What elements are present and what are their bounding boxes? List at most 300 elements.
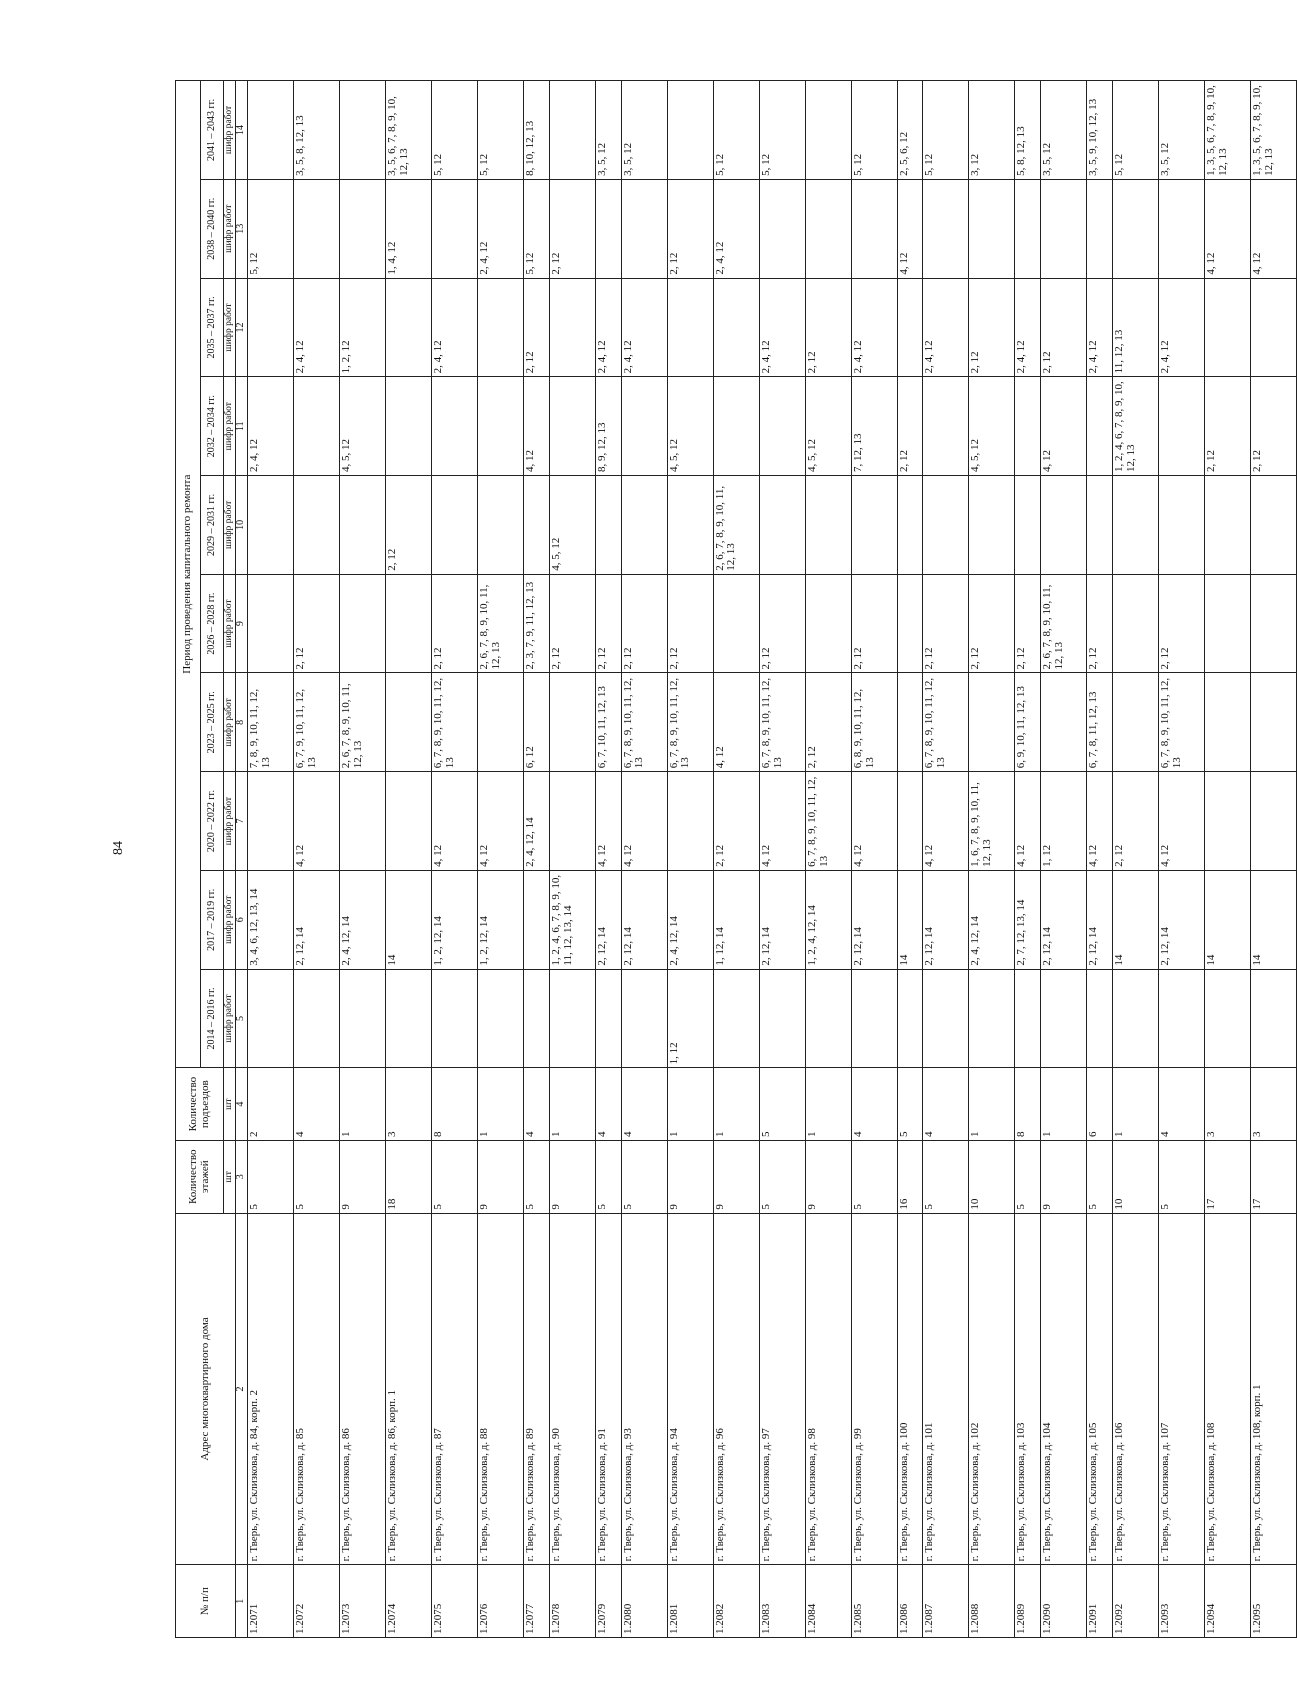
work-codes-cell — [713, 278, 759, 377]
table-row — [1112, 81, 1158, 1638]
work-codes-cell — [1250, 969, 1296, 1068]
work-codes-cell — [923, 476, 969, 575]
work-codes-cell: 2, 12 — [1250, 377, 1296, 476]
work-codes-cell: 2, 12, 14 — [1041, 870, 1087, 969]
work-codes-cell — [969, 476, 1015, 575]
floors-cell: 17 — [1204, 1140, 1250, 1213]
work-codes-cell: 2, 4, 12, 14 — [340, 870, 386, 969]
work-codes-cell: 2, 12 — [432, 574, 478, 673]
work-codes-cell: 2, 5, 6, 12 — [897, 81, 923, 180]
work-codes-cell: 2, 4, 12 — [432, 278, 478, 377]
header-work-code-9: шифр работ — [224, 179, 236, 278]
table-row — [1250, 81, 1296, 1638]
work-codes-cell: 2, 12, 14 — [621, 870, 667, 969]
work-codes-cell: 4, 12 — [478, 772, 524, 871]
work-codes-cell: 6, 7, 8, 9, 10, 11, 12, 13 — [667, 673, 713, 772]
header-period-3: 2020 – 2022 гг. — [201, 772, 224, 871]
work-codes-cell: 14 — [1112, 870, 1158, 969]
header-work-code-1: шифр работ — [224, 969, 236, 1068]
work-codes-cell — [595, 179, 621, 278]
work-codes-cell: 6, 7, 8, 9, 10, 11, 12, 13 — [432, 673, 478, 772]
work-codes-cell — [294, 969, 340, 1068]
work-codes-cell — [1158, 969, 1204, 1068]
floors-cell: 9 — [805, 1140, 851, 1213]
work-codes-cell: 3, 5, 12 — [1041, 81, 1087, 180]
row-number-cell: 1.2076 — [478, 1565, 524, 1638]
floors-cell: 5 — [1087, 1140, 1113, 1213]
address-cell: г. Тверь, ул. Склизкова, д. 99 — [851, 1213, 897, 1565]
work-codes-cell: 2, 6, 7, 8, 9, 10, 11, 12, 13 — [340, 673, 386, 772]
work-codes-cell: 1, 2, 4, 6, 7, 8, 9, 10, 12, 13 — [1112, 377, 1158, 476]
floors-cell: 5 — [621, 1140, 667, 1213]
row-number-cell: 1.2073 — [340, 1565, 386, 1638]
work-codes-cell: 4, 12 — [1087, 772, 1113, 871]
work-codes-cell — [1204, 969, 1250, 1068]
work-codes-cell — [1015, 969, 1041, 1068]
address-cell: г. Тверь, ул. Склизкова, д. 107 — [1158, 1213, 1204, 1565]
work-codes-cell — [340, 179, 386, 278]
work-codes-cell — [1041, 673, 1087, 772]
work-codes-cell: 4, 5, 12 — [340, 377, 386, 476]
work-codes-cell: 5, 12 — [248, 179, 294, 278]
row-number-cell: 1.2091 — [1087, 1565, 1113, 1638]
table-row — [340, 81, 386, 1638]
work-codes-cell: 2, 12 — [805, 673, 851, 772]
work-codes-cell: 2, 6, 7, 8, 9, 10, 11, 12, 13 — [478, 574, 524, 673]
work-codes-cell — [1250, 574, 1296, 673]
work-codes-cell — [851, 476, 897, 575]
work-codes-cell — [897, 476, 923, 575]
work-codes-cell: 2, 12 — [621, 574, 667, 673]
address-cell: г. Тверь, ул. Склизкова, д. 105 — [1087, 1213, 1113, 1565]
work-codes-cell — [248, 81, 294, 180]
work-codes-cell: 2, 12 — [386, 476, 432, 575]
work-codes-cell: 2, 12 — [851, 574, 897, 673]
floors-cell: 10 — [969, 1140, 1015, 1213]
entrances-cell: 4 — [294, 1068, 340, 1141]
floors-cell: 9 — [1041, 1140, 1087, 1213]
address-cell: г. Тверь, ул. Склизкова, д. 89 — [524, 1213, 550, 1565]
table-row — [897, 81, 923, 1638]
work-codes-cell: 7, 8, 9, 10, 11, 12, 13 — [248, 673, 294, 772]
work-codes-cell: 4, 12 — [923, 772, 969, 871]
work-codes-cell: 2, 4, 12, 14 — [969, 870, 1015, 969]
table-body — [248, 81, 1297, 1638]
entrances-cell: 1 — [1112, 1068, 1158, 1141]
work-codes-cell: 2, 7, 12, 13, 14 — [1015, 870, 1041, 969]
work-codes-cell: 5, 12 — [524, 179, 550, 278]
floors-cell: 5 — [923, 1140, 969, 1213]
header-column-number: 7 — [236, 772, 248, 871]
work-codes-cell: 4, 12 — [1041, 377, 1087, 476]
rotated-table-container — [175, 80, 1297, 1638]
header-work-code-8: шифр работ — [224, 278, 236, 377]
work-codes-cell: 4, 5, 12 — [805, 377, 851, 476]
work-codes-cell — [595, 476, 621, 575]
floors-cell: 9 — [713, 1140, 759, 1213]
row-number-cell: 1.2095 — [1250, 1565, 1296, 1638]
work-codes-cell: 6, 7, 8, 9, 10, 11, 12, 13 — [759, 673, 805, 772]
work-codes-cell: 6, 9, 10, 11, 12, 13 — [1015, 673, 1041, 772]
work-codes-cell: 3, 5, 12 — [1158, 81, 1204, 180]
floors-cell: 5 — [595, 1140, 621, 1213]
work-codes-cell — [621, 476, 667, 575]
row-number-cell: 1.2087 — [923, 1565, 969, 1638]
work-codes-cell: 5, 12 — [713, 81, 759, 180]
work-codes-cell: 6, 8, 9, 10, 11, 12, 13 — [851, 673, 897, 772]
table-row — [667, 81, 713, 1638]
work-codes-cell — [1087, 377, 1113, 476]
floors-cell: 9 — [478, 1140, 524, 1213]
floors-cell: 10 — [1112, 1140, 1158, 1213]
work-codes-cell — [1087, 476, 1113, 575]
entrances-cell: 1 — [713, 1068, 759, 1141]
work-codes-cell — [667, 772, 713, 871]
header-column-number: 11 — [236, 377, 248, 476]
work-codes-cell: 2, 12 — [667, 179, 713, 278]
row-number-cell: 1.2094 — [1204, 1565, 1250, 1638]
header-period-group: Период проведения капитального ремонта — [176, 81, 201, 1068]
work-codes-cell: 1, 2, 4, 12, 14 — [805, 870, 851, 969]
table-row — [1204, 81, 1250, 1638]
entrances-cell: 4 — [851, 1068, 897, 1141]
work-codes-cell: 2, 4, 12 — [595, 278, 621, 377]
work-codes-cell — [478, 673, 524, 772]
work-codes-cell — [805, 969, 851, 1068]
header-period-9: 2038 – 2040 гг. — [201, 179, 224, 278]
work-codes-cell — [386, 278, 432, 377]
header-column-number: 5 — [236, 969, 248, 1068]
row-number-cell: 1.2075 — [432, 1565, 478, 1638]
floors-cell: 5 — [432, 1140, 478, 1213]
work-codes-cell: 11, 12, 13 — [1112, 278, 1158, 377]
header-period-1: 2014 – 2016 гг. — [201, 969, 224, 1068]
work-codes-cell — [432, 969, 478, 1068]
address-cell: г. Тверь, ул. Склизкова, д. 94 — [667, 1213, 713, 1565]
work-codes-cell — [805, 81, 851, 180]
work-codes-cell — [969, 673, 1015, 772]
work-codes-cell: 5, 12 — [759, 81, 805, 180]
work-codes-cell: 2, 12, 14 — [294, 870, 340, 969]
header-work-code-10: шифр работ — [224, 81, 236, 180]
page-number: 84 — [111, 841, 126, 855]
header-num: № п/п — [176, 1565, 236, 1638]
header-work-code-2: шифр работ — [224, 870, 236, 969]
floors-cell: 18 — [386, 1140, 432, 1213]
work-codes-cell — [248, 969, 294, 1068]
work-codes-cell — [386, 574, 432, 673]
work-codes-cell: 4, 12 — [1015, 772, 1041, 871]
work-codes-cell: 5, 12 — [923, 81, 969, 180]
work-codes-cell: 3, 5, 12 — [595, 81, 621, 180]
work-codes-cell: 14 — [897, 870, 923, 969]
work-codes-cell — [478, 278, 524, 377]
work-codes-cell — [759, 969, 805, 1068]
work-codes-cell — [851, 179, 897, 278]
header-entrances: Количество подъездов — [176, 1068, 224, 1141]
header-work-code-7: шифр работ — [224, 377, 236, 476]
header-column-number: 2 — [236, 1213, 248, 1565]
address-cell: г. Тверь, ул. Склизкова, д. 97 — [759, 1213, 805, 1565]
work-codes-cell — [386, 772, 432, 871]
work-codes-cell — [759, 377, 805, 476]
header-column-number: 10 — [236, 476, 248, 575]
work-codes-cell: 6, 7, 8, 9, 10, 11, 12, 13 — [805, 772, 851, 871]
work-codes-cell: 4, 12 — [294, 772, 340, 871]
work-codes-cell — [248, 772, 294, 871]
work-codes-cell — [524, 870, 550, 969]
address-cell: г. Тверь, ул. Склизкова, д. 108 — [1204, 1213, 1250, 1565]
header-column-numbers-row — [236, 81, 248, 1638]
work-codes-cell: 2, 12, 14 — [923, 870, 969, 969]
work-codes-cell: 6, 7, 9, 10, 11, 12, 13 — [294, 673, 340, 772]
work-codes-cell — [897, 673, 923, 772]
work-codes-cell — [667, 278, 713, 377]
work-codes-cell — [1204, 574, 1250, 673]
header-period-4: 2023 – 2025 гг. — [201, 673, 224, 772]
work-codes-cell: 1, 12 — [1041, 772, 1087, 871]
work-codes-cell: 1, 2, 4, 6, 7, 8, 9, 10, 11, 12, 13, 14 — [549, 870, 595, 969]
work-codes-cell: 2, 12 — [549, 179, 595, 278]
work-codes-cell: 2, 6, 7, 8, 9, 10, 11, 12, 13 — [713, 476, 759, 575]
work-codes-cell — [478, 476, 524, 575]
work-codes-cell — [713, 377, 759, 476]
address-cell: г. Тверь, ул. Склизкова, д. 98 — [805, 1213, 851, 1565]
table-row — [923, 81, 969, 1638]
floors-cell: 5 — [524, 1140, 550, 1213]
work-codes-cell: 14 — [1250, 870, 1296, 969]
work-codes-cell — [805, 574, 851, 673]
row-number-cell: 1.2071 — [248, 1565, 294, 1638]
work-codes-cell — [340, 574, 386, 673]
work-codes-cell: 2, 12 — [1015, 574, 1041, 673]
entrances-cell: 2 — [248, 1068, 294, 1141]
address-cell: г. Тверь, ул. Склизкова, д. 96 — [713, 1213, 759, 1565]
work-codes-cell: 2, 3, 7, 9, 11, 12, 13 — [524, 574, 550, 673]
header-period-5: 2026 – 2028 гг. — [201, 574, 224, 673]
table-row — [524, 81, 550, 1638]
work-codes-cell: 1, 2, 12, 14 — [478, 870, 524, 969]
row-number-cell: 1.2088 — [969, 1565, 1015, 1638]
work-codes-cell: 1, 4, 12 — [386, 179, 432, 278]
entrances-cell: 3 — [386, 1068, 432, 1141]
work-codes-cell — [524, 476, 550, 575]
work-codes-cell — [1204, 673, 1250, 772]
work-codes-cell: 3, 12 — [969, 81, 1015, 180]
address-cell: г. Тверь, ул. Склизкова, д. 102 — [969, 1213, 1015, 1565]
entrances-cell: 6 — [1087, 1068, 1113, 1141]
work-codes-cell: 2, 12 — [713, 772, 759, 871]
work-codes-cell — [1250, 772, 1296, 871]
work-codes-cell — [432, 377, 478, 476]
work-codes-cell — [340, 81, 386, 180]
entrances-cell: 3 — [1204, 1068, 1250, 1141]
work-codes-cell — [340, 969, 386, 1068]
work-codes-cell — [667, 476, 713, 575]
work-codes-cell — [851, 969, 897, 1068]
table-row — [851, 81, 897, 1638]
address-cell: г. Тверь, ул. Склизкова, д. 93 — [621, 1213, 667, 1565]
header-column-number: 13 — [236, 179, 248, 278]
work-codes-cell — [897, 278, 923, 377]
work-codes-cell — [549, 81, 595, 180]
address-cell: г. Тверь, ул. Склизкова, д. 85 — [294, 1213, 340, 1565]
table-row — [294, 81, 340, 1638]
row-number-cell: 1.2089 — [1015, 1565, 1041, 1638]
address-cell: г. Тверь, ул. Склизкова, д. 86 — [340, 1213, 386, 1565]
work-codes-cell: 2, 4, 12 — [759, 278, 805, 377]
header-work-code-3: шифр работ — [224, 772, 236, 871]
table-row — [713, 81, 759, 1638]
table-row — [549, 81, 595, 1638]
header-floors: Количество этажей — [176, 1140, 224, 1213]
work-codes-cell — [1112, 574, 1158, 673]
work-codes-cell — [524, 969, 550, 1068]
header-column-number: 8 — [236, 673, 248, 772]
work-codes-cell — [1015, 476, 1041, 575]
entrances-cell: 3 — [1250, 1068, 1296, 1141]
work-codes-cell — [1041, 476, 1087, 575]
row-number-cell: 1.2072 — [294, 1565, 340, 1638]
address-cell: г. Тверь, ул. Склизкова, д. 101 — [923, 1213, 969, 1565]
work-codes-cell — [1250, 673, 1296, 772]
work-codes-cell: 2, 12 — [595, 574, 621, 673]
capital-repair-table — [175, 80, 1297, 1638]
work-codes-cell — [1112, 476, 1158, 575]
work-codes-cell: 2, 6, 7, 8, 9, 10, 11, 12, 13 — [1041, 574, 1087, 673]
entrances-cell: 8 — [1015, 1068, 1041, 1141]
entrances-cell: 1 — [969, 1068, 1015, 1141]
work-codes-cell: 14 — [1204, 870, 1250, 969]
floors-cell: 5 — [1158, 1140, 1204, 1213]
work-codes-cell: 4, 12 — [759, 772, 805, 871]
work-codes-cell — [805, 476, 851, 575]
work-codes-cell: 4, 12 — [432, 772, 478, 871]
work-codes-cell: 2, 4, 12 — [248, 377, 294, 476]
address-cell: г. Тверь, ул. Склизкова, д. 84, корп. 2 — [248, 1213, 294, 1565]
address-cell: г. Тверь, ул. Склизкова, д. 90 — [549, 1213, 595, 1565]
work-codes-cell — [432, 179, 478, 278]
work-codes-cell: 2, 12 — [1158, 574, 1204, 673]
work-codes-cell: 4, 12 — [897, 179, 923, 278]
work-codes-cell: 2, 12 — [294, 574, 340, 673]
table-row — [248, 81, 294, 1638]
work-codes-cell: 2, 4, 12 — [1087, 278, 1113, 377]
work-codes-cell: 2, 12, 14 — [1087, 870, 1113, 969]
entrances-cell: 1 — [549, 1068, 595, 1141]
floors-cell: 5 — [248, 1140, 294, 1213]
work-codes-cell: 1, 12 — [667, 969, 713, 1068]
table-row — [595, 81, 621, 1638]
work-codes-cell — [248, 476, 294, 575]
work-codes-cell — [1250, 278, 1296, 377]
row-number-cell: 1.2081 — [667, 1565, 713, 1638]
work-codes-cell: 4, 12 — [851, 772, 897, 871]
work-codes-cell — [1041, 179, 1087, 278]
work-codes-cell — [595, 969, 621, 1068]
work-codes-cell: 7, 12, 13 — [851, 377, 897, 476]
work-codes-cell — [1158, 377, 1204, 476]
row-number-cell: 1.2079 — [595, 1565, 621, 1638]
work-codes-cell: 6, 7, 8, 9, 10, 11, 12, 13 — [923, 673, 969, 772]
work-codes-cell — [386, 969, 432, 1068]
table-row — [1041, 81, 1087, 1638]
work-codes-cell — [1041, 969, 1087, 1068]
table-row — [478, 81, 524, 1638]
work-codes-cell: 2, 4, 12 — [478, 179, 524, 278]
floors-cell: 9 — [667, 1140, 713, 1213]
table-row — [805, 81, 851, 1638]
entrances-cell: 1 — [1041, 1068, 1087, 1141]
floors-cell: 5 — [851, 1140, 897, 1213]
work-codes-cell: 14 — [386, 870, 432, 969]
header-work-code-6: шифр работ — [224, 476, 236, 575]
work-codes-cell — [549, 278, 595, 377]
address-cell: г. Тверь, ул. Склизкова, д. 91 — [595, 1213, 621, 1565]
work-codes-cell: 1, 2, 12, 14 — [432, 870, 478, 969]
work-codes-cell: 2, 12 — [1087, 574, 1113, 673]
work-codes-cell — [759, 179, 805, 278]
work-codes-cell: 4, 12 — [524, 377, 550, 476]
work-codes-cell — [923, 377, 969, 476]
work-codes-cell — [969, 969, 1015, 1068]
entrances-cell: 5 — [897, 1068, 923, 1141]
entrances-cell: 4 — [524, 1068, 550, 1141]
work-codes-cell: 2, 12 — [1204, 377, 1250, 476]
work-codes-cell — [549, 673, 595, 772]
entrances-cell: 8 — [432, 1068, 478, 1141]
work-codes-cell: 2, 4, 12 — [851, 278, 897, 377]
work-codes-cell — [1204, 278, 1250, 377]
work-codes-cell — [923, 969, 969, 1068]
entrances-cell: 1 — [340, 1068, 386, 1141]
work-codes-cell: 2, 12 — [759, 574, 805, 673]
work-codes-cell — [478, 377, 524, 476]
work-codes-cell — [621, 179, 667, 278]
table-row — [969, 81, 1015, 1638]
header-column-number: 3 — [236, 1140, 248, 1213]
work-codes-cell — [1112, 673, 1158, 772]
header-unit-entrances: шт — [224, 1068, 236, 1141]
work-codes-cell — [621, 969, 667, 1068]
header-column-number: 12 — [236, 278, 248, 377]
work-codes-cell — [805, 179, 851, 278]
header-unit-floors: шт — [224, 1140, 236, 1213]
work-codes-cell — [1112, 969, 1158, 1068]
row-number-cell: 1.2092 — [1112, 1565, 1158, 1638]
work-codes-cell — [897, 574, 923, 673]
work-codes-cell: 6, 12 — [524, 673, 550, 772]
work-codes-cell — [294, 476, 340, 575]
table-row — [1087, 81, 1113, 1638]
entrances-cell: 1 — [667, 1068, 713, 1141]
work-codes-cell: 2, 12, 14 — [851, 870, 897, 969]
work-codes-cell — [478, 969, 524, 1068]
header-period-7: 2032 – 2034 гг. — [201, 377, 224, 476]
work-codes-cell: 4, 12 — [1204, 179, 1250, 278]
header-work-code-5: шифр работ — [224, 574, 236, 673]
work-codes-cell: 5, 12 — [1112, 81, 1158, 180]
entrances-cell: 4 — [595, 1068, 621, 1141]
work-codes-cell: 2, 12 — [897, 377, 923, 476]
table-row — [432, 81, 478, 1638]
row-number-cell: 1.2077 — [524, 1565, 550, 1638]
work-codes-cell — [759, 476, 805, 575]
header-work-code-4: шифр работ — [224, 673, 236, 772]
work-codes-cell: 2, 4, 12 — [713, 179, 759, 278]
work-codes-cell — [432, 476, 478, 575]
work-codes-cell: 6, 7, 8, 9, 10, 11, 12, 13 — [1158, 673, 1204, 772]
